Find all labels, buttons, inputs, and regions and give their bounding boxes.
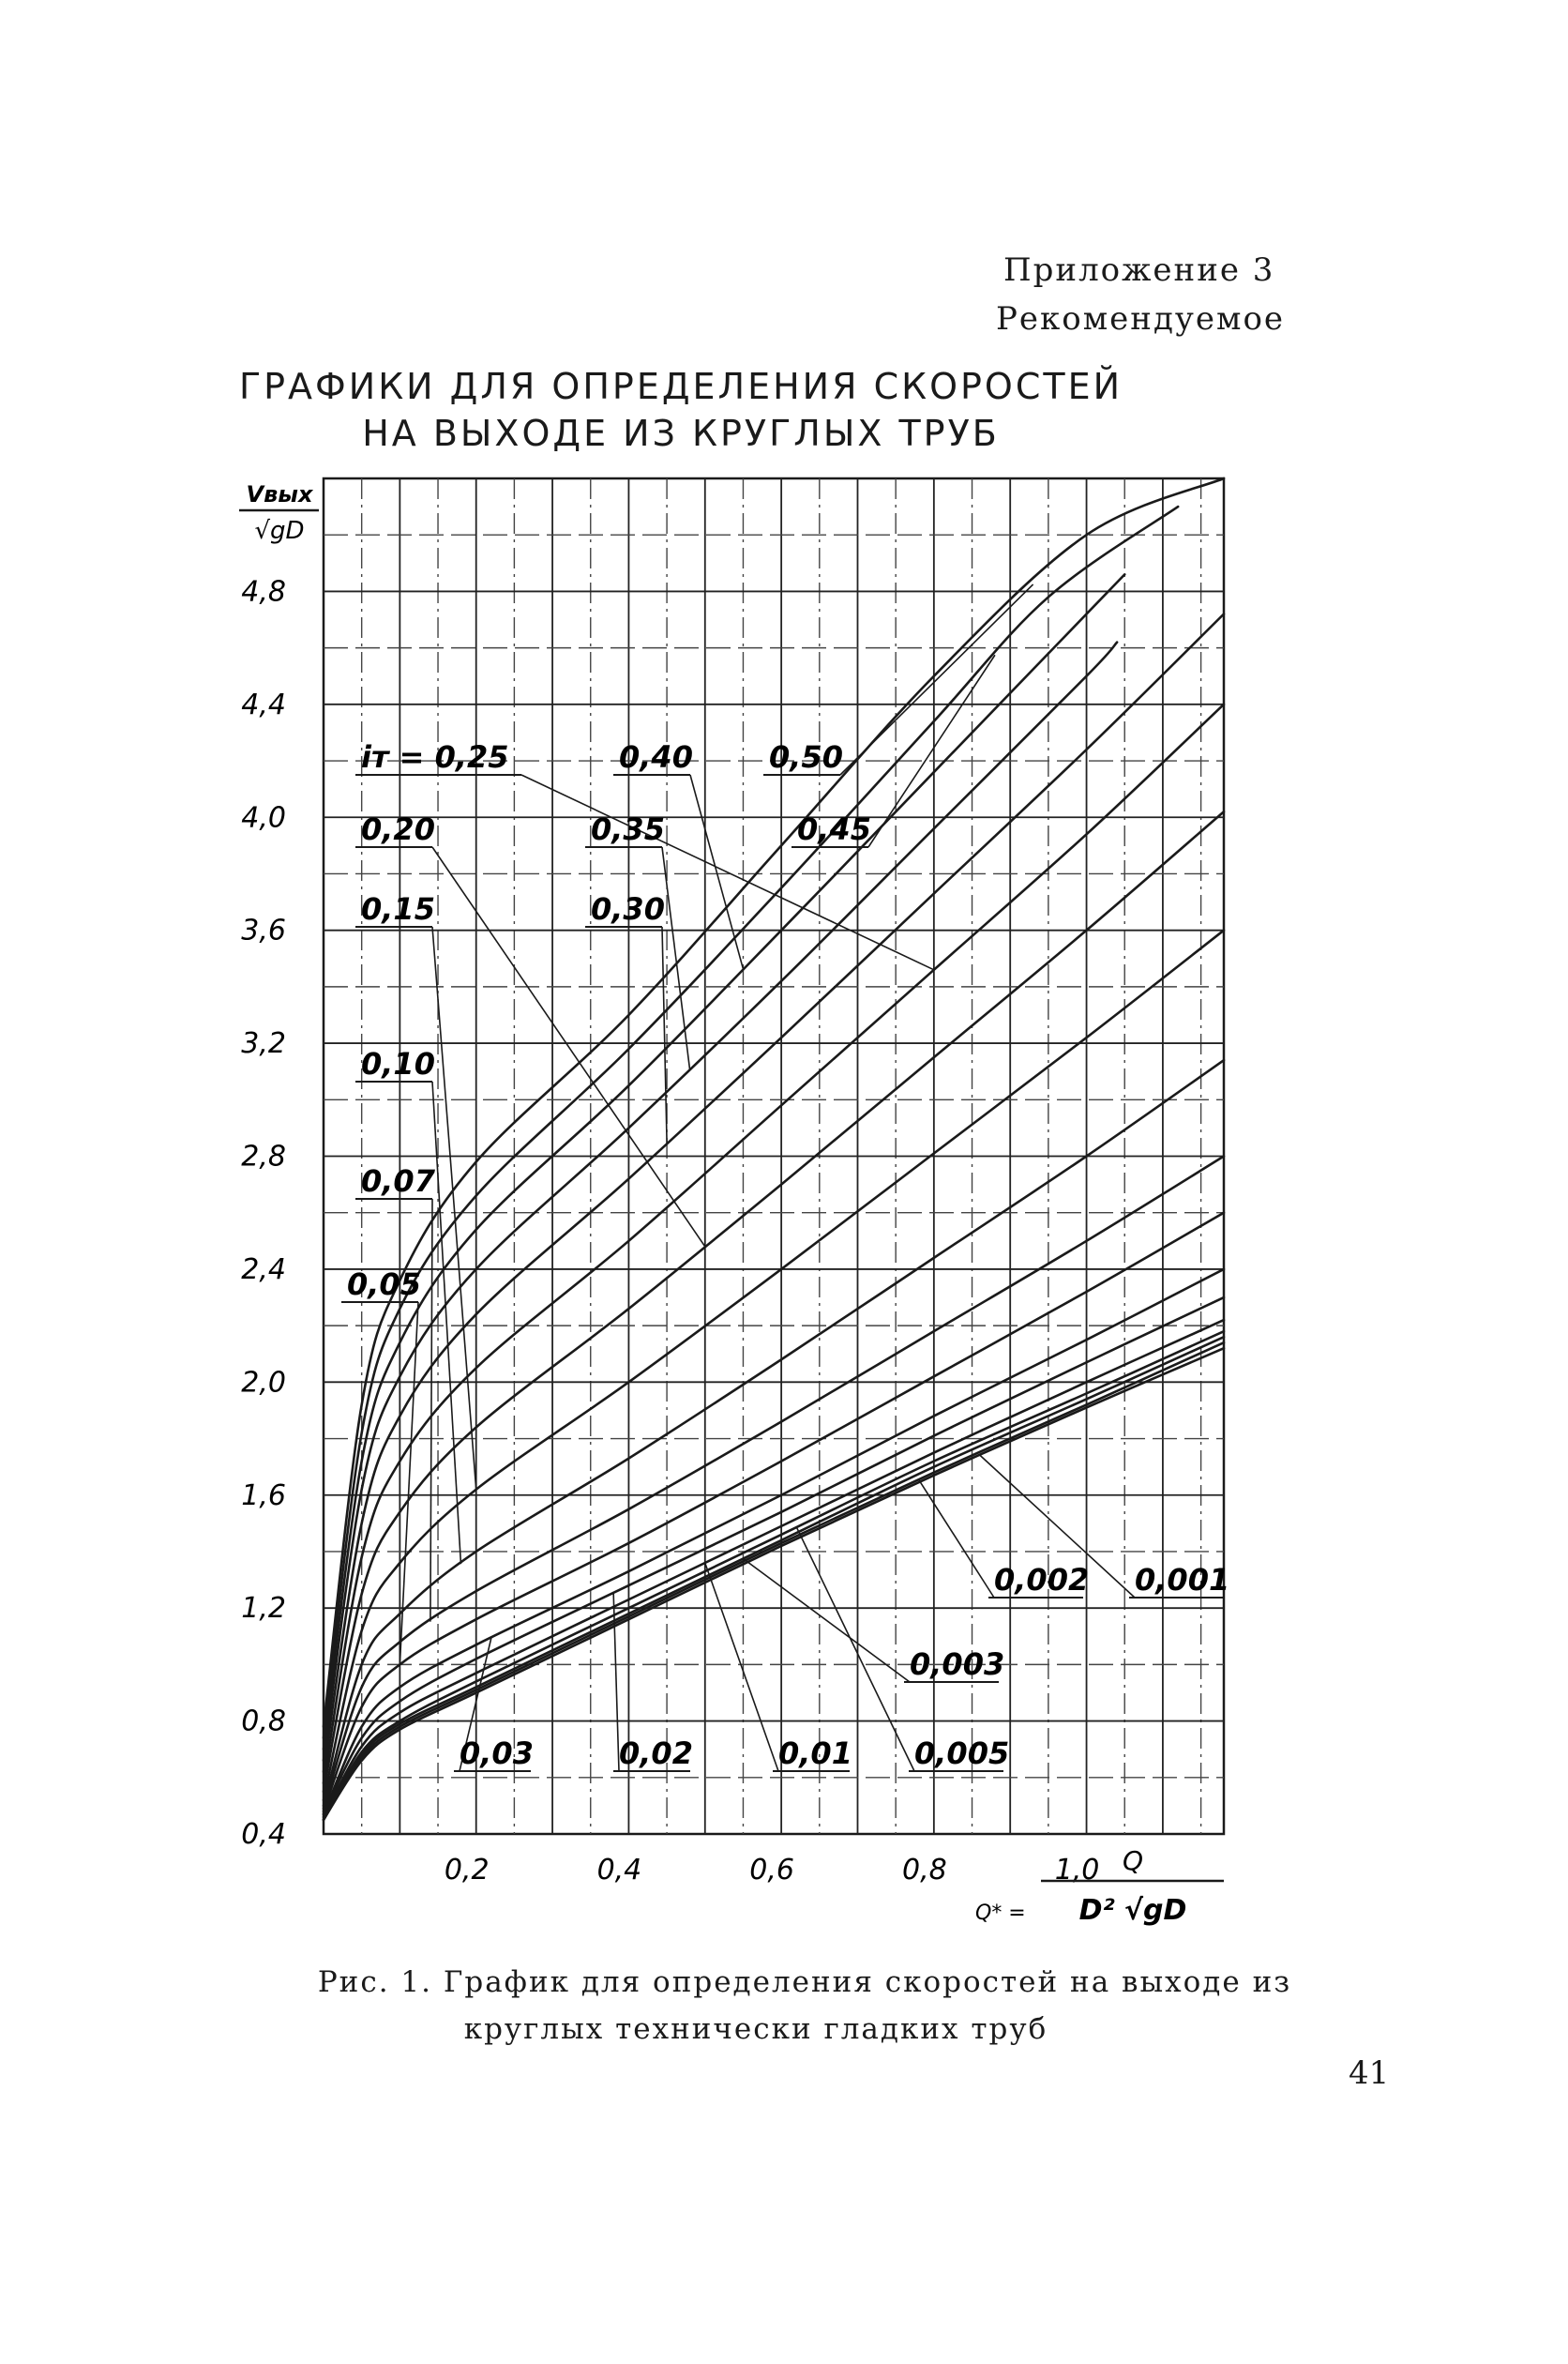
y-tick-label: 1,2 [241,1592,286,1626]
series-label-0-003: 0,003 [910,1646,1005,1682]
series-label-0-15: 0,15 [361,891,435,927]
label-leader-line [705,1563,778,1771]
series-label-0-30: 0,30 [591,891,665,927]
appendix-number: Приложение 3 [1003,251,1275,289]
label-leader-line [840,584,1033,775]
x-tick-label: 0,6 [749,1854,794,1887]
x-axis-label-numerator: Q [1122,1845,1144,1876]
series-label-0-02: 0,02 [619,1735,693,1771]
series-label-0-001: 0,001 [1135,1562,1230,1598]
page-title-line-1: ГРАФИКИ ДЛЯ ОПРЕДЕЛЕНИЯ СКОРОСТЕЙ [238,366,1123,407]
series-label-0-002: 0,002 [994,1562,1090,1598]
y-axis-label [239,481,319,545]
series-line-0-20 [324,811,1224,1792]
series-label-0-07: 0,07 [361,1163,435,1199]
y-axis-label-numerator: Vвых [246,481,313,508]
series-label-0-01: 0,01 [778,1735,852,1771]
series-label-0-10: 0,10 [361,1046,435,1082]
label-leader-line [521,775,934,970]
velocity-chart [0,450,1568,2364]
figure-caption-line-1: Рис. 1. График для определения скоростей на выходе из [317,1965,1292,1999]
x-tick-label: 0,2 [444,1854,490,1887]
series-line-0-25 [324,705,1224,1783]
series-label-0-45: 0,45 [797,811,871,847]
label-leader-line [400,1302,418,1664]
y-tick-label: 2,0 [241,1366,286,1400]
x-tick-label: 0,4 [596,1854,642,1887]
y-tick-label: 3,2 [241,1027,286,1061]
series-line-0-45 [324,507,1178,1738]
y-tick-label: 0,8 [241,1705,286,1738]
label-leader-line [662,927,667,1144]
series-line-0-30 [324,614,1224,1772]
y-tick-label: 4,4 [241,688,286,721]
series-label-0-05: 0,05 [347,1266,421,1302]
y-tick-label: 4,8 [241,575,286,609]
series-line-0-03 [324,1269,1224,1814]
series-line-0-07 [324,1157,1224,1809]
series-label-0-35: 0,35 [591,811,665,847]
y-tick-label: 1,6 [241,1478,286,1512]
chart-series [324,478,1224,1820]
figure-caption-line-2: круглых технически гладких труб [463,2012,1048,2046]
series-label-0-50: 0,50 [769,739,843,775]
y-tick-label: 4,0 [241,801,286,835]
series-label-0-20: 0,20 [361,811,435,847]
x-tick-label: 0,8 [901,1854,947,1887]
page-number: 41 [1349,2054,1390,2092]
series-label-0-03: 0,03 [460,1735,534,1771]
label-leader-line [432,1082,460,1564]
label-leader-line [430,1199,432,1622]
appendix-status: Рекомендуемое [996,300,1286,338]
y-axis-label-denominator: √gD [254,517,305,545]
series-label-0-005: 0,005 [914,1735,1010,1771]
series-label-0-40: 0,40 [619,739,693,775]
x-axis-label [975,1845,1224,1927]
page-title-line-2: НА ВЫХОДЕ ИЗ КРУГЛЫХ ТРУБ [362,413,1000,454]
label-leader-line [919,1479,994,1598]
x-axis-label-denominator: D² √gD [1078,1894,1187,1927]
y-tick-label: 0,4 [241,1818,286,1851]
y-tick-label: 2,4 [241,1252,286,1286]
y-tick-label: 3,6 [241,914,286,947]
x-tick-label: 1,0 [1054,1854,1100,1887]
label-leader-line [796,1527,914,1771]
y-tick-label: 2,8 [241,1140,286,1174]
chart-grid [324,478,1224,1834]
series-label-0-25: iт = 0,25 [361,739,509,775]
label-leader-line [743,1558,910,1682]
series-line-0-10 [324,1060,1224,1806]
x-axis-label-lhs: Q* = [975,1902,1026,1925]
